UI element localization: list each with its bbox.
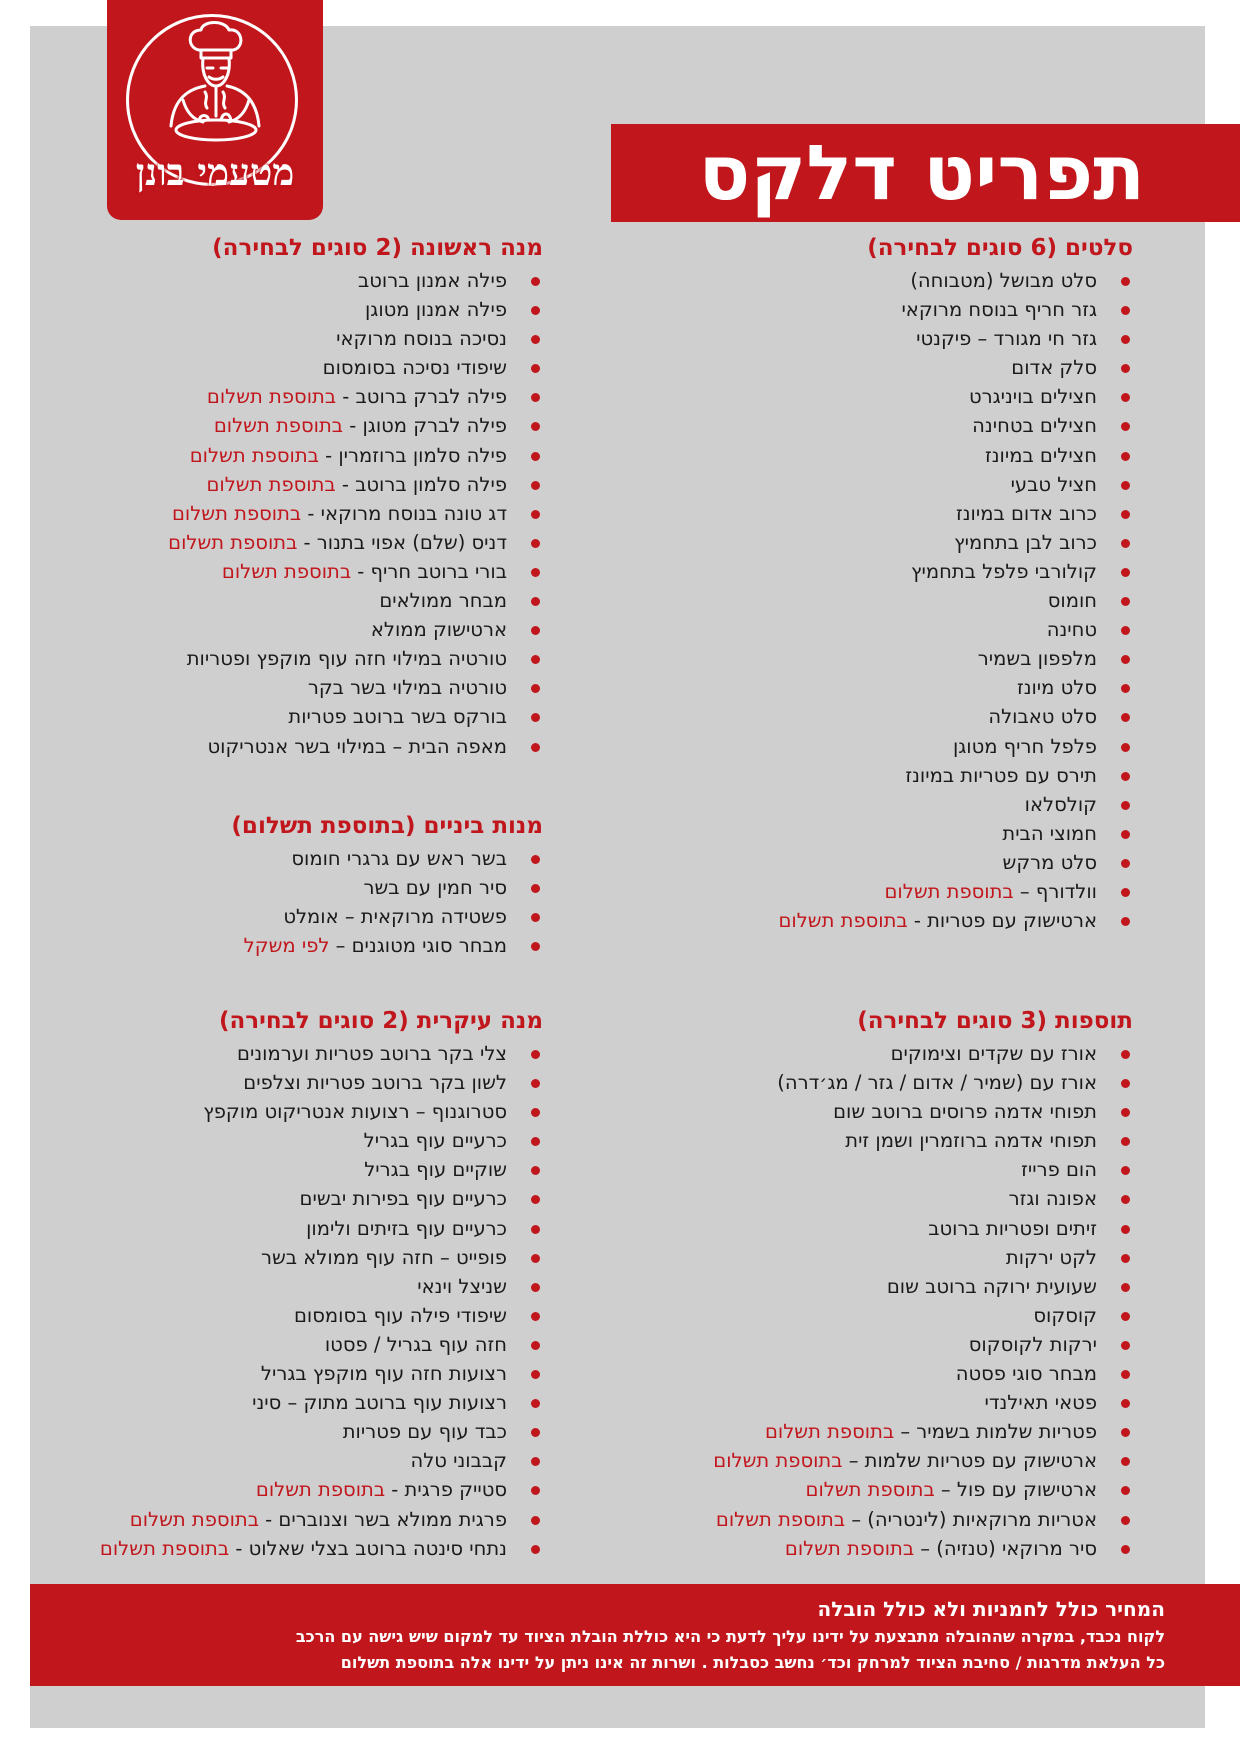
- menu-item-name: הום פרייז: [1021, 1158, 1097, 1182]
- menu-item: [713, 1534, 1133, 1563]
- menu-item: [100, 1126, 543, 1155]
- menu-item-name: חמוצי הבית: [1002, 821, 1097, 845]
- menu-item: [778, 877, 1133, 906]
- menu-item: [168, 615, 543, 644]
- menu-item-name: פילה סלמון ברוטב -: [335, 472, 507, 496]
- menu-item: [713, 1068, 1133, 1097]
- menu-item-name: מלפפון בשמיר: [977, 647, 1097, 671]
- menu-item-surcharge: בתוספת תשלום: [189, 443, 319, 467]
- menu-item: [168, 702, 543, 731]
- menu-item-name: זיתים ופטריות ברוטב: [928, 1216, 1097, 1240]
- menu-item-name: כבד עוף עם פטריות: [342, 1420, 507, 1444]
- menu-item: [100, 1534, 543, 1563]
- menu-item-surcharge: בתוספת תשלום: [784, 1536, 915, 1560]
- footer-line: כל העלאת מדרגות / סחיבת הציוד למרחק וכד׳ נחשב כסבלות . ושרות זה אינו ניתן על ידינו אלה בתוספת תשלום: [340, 1653, 1165, 1672]
- menu-item: [100, 1505, 543, 1534]
- menu-item-name: כרוב אדום במיונז: [956, 501, 1097, 525]
- menu-item-name: פילה סלמון ברוזמרין -: [318, 443, 507, 467]
- menu-item-name: לקט ירקות: [1005, 1245, 1097, 1269]
- menu-item: [778, 702, 1133, 731]
- menu-item-surcharge: בתוספת תשלום: [778, 909, 908, 933]
- menu-item: [168, 470, 543, 499]
- menu-item-name: פילה אמנון ברוטב: [358, 269, 507, 292]
- menu-item-name: חצילים בויניגרט: [968, 385, 1097, 409]
- menu-item: [778, 615, 1133, 644]
- menu-item: [713, 1388, 1133, 1417]
- menu-item: [168, 295, 543, 324]
- page-title: תפריט דלקס: [611, 124, 1240, 222]
- footer-title: המחיר כולל לחמניות ולא כולל הובלה: [817, 1597, 1165, 1621]
- logo: [107, 0, 323, 220]
- menu-item-surcharge: בתוספת תשלום: [805, 1478, 935, 1502]
- menu-item-name: וולדורף –: [1013, 879, 1097, 903]
- salads-section: [778, 234, 1133, 935]
- menu-item-surcharge: בתוספת תשלום: [884, 879, 1014, 903]
- menu-item-name: שעועית ירוקה ברוטב שום: [886, 1274, 1097, 1298]
- menu-item-name: כרעיים עוף בפירות יבשים: [299, 1187, 507, 1211]
- menu-item: [168, 499, 543, 528]
- menu-item: [778, 528, 1133, 557]
- section-title: תוספות (3 סוגים לבחירה): [857, 1008, 1133, 1034]
- menu-item: [168, 441, 543, 470]
- menu-item-name: פופייט – חזה עוף ממולא בשר: [260, 1245, 507, 1269]
- menu-item: [713, 1475, 1133, 1504]
- menu-item-surcharge: בתוספת תשלום: [206, 385, 337, 409]
- menu-item-name: תירס עם פטריות במיונז: [905, 763, 1097, 787]
- menu-item-surcharge: בתוספת תשלום: [206, 472, 336, 496]
- menu-item-surcharge: בתוספת תשלום: [213, 414, 344, 438]
- menu-item-name: חצילים במיונז: [984, 443, 1097, 467]
- menu-item: [168, 353, 543, 382]
- menu-item-name: פלפל חריף מטוגן: [952, 734, 1097, 758]
- menu-item: [778, 673, 1133, 702]
- menu-item-surcharge: בתוספת תשלום: [221, 559, 352, 583]
- menu-item-surcharge: בתוספת תשלום: [764, 1420, 895, 1444]
- menu-item-name: שניצל וינאי: [417, 1274, 507, 1298]
- menu-item: [713, 1505, 1133, 1534]
- menu-item-name: ארטישוק עם פטריות שלמות –: [842, 1449, 1097, 1473]
- menu-item-name: צלי בקר ברוטב פטריות וערמונים: [237, 1042, 507, 1065]
- menu-item-name: סטייק פרגית -: [385, 1478, 507, 1502]
- menu-item: [713, 1272, 1133, 1301]
- menu-item-name: פילה לברק מטוגן -: [343, 414, 507, 438]
- menu-item-name: ארטישוק ממולא: [370, 618, 507, 642]
- menu-item: [100, 1068, 543, 1097]
- menu-item-name: פשטידה מרוקאית – אומלט: [283, 905, 507, 929]
- menu-item: [100, 1388, 543, 1417]
- menu-list: [778, 266, 1133, 935]
- menu-item-name: סלט מרקש: [1002, 850, 1097, 874]
- menu-item-name: פילה אמנון מטוגן: [364, 298, 507, 322]
- menu-item: [778, 411, 1133, 440]
- menu-item: [778, 790, 1133, 819]
- menu-item-surcharge: בתוספת תשלום: [255, 1478, 386, 1502]
- chef-icon: [143, 16, 287, 156]
- menu-item: [100, 1417, 543, 1446]
- menu-item: [100, 1214, 543, 1243]
- menu-item: [778, 732, 1133, 761]
- menu-item: [100, 1243, 543, 1272]
- menu-item-name: שוקיים עוף בגריל: [364, 1158, 507, 1182]
- menu-item-name: ארטישוק עם פול –: [934, 1478, 1097, 1502]
- menu-item: [778, 266, 1133, 295]
- menu-item: [168, 324, 543, 353]
- menu-item: [778, 353, 1133, 382]
- footer-line: לקוח נכבד, במקרה שההובלה מתבצעת על ידינו עליך לדעת כי היא כוללת הובלת הציוד עד למקום שיש גישה עם הרכב: [295, 1627, 1165, 1646]
- section-title: מנה עיקרית (2 סוגים לבחירה): [218, 1008, 543, 1034]
- menu-item: [713, 1330, 1133, 1359]
- menu-item-name: קולורבי פלפל בתחמיץ: [910, 559, 1097, 583]
- mains-section: [100, 1007, 543, 1563]
- menu-item-name: בורקס בשר ברוטב פטריות: [288, 705, 507, 729]
- menu-item: [168, 673, 543, 702]
- menu-item-name: שיפודי פילה עוף בסומסום: [293, 1303, 507, 1327]
- menu-item: [778, 295, 1133, 324]
- menu-item-name: רצועות עוף ברוטב מתוק – סיני: [252, 1391, 507, 1415]
- menu-item: [100, 1155, 543, 1184]
- menu-item-name: מבחר סוגי מטוגנים –: [329, 934, 507, 958]
- menu-item: [100, 1359, 543, 1388]
- menu-item: [778, 906, 1133, 935]
- menu-item-name: חציל טבעי: [1010, 472, 1097, 496]
- menu-item: [778, 819, 1133, 848]
- menu-item-surcharge: בתוספת תשלום: [713, 1449, 843, 1473]
- menu-list: [713, 1039, 1133, 1563]
- menu-item: [168, 586, 543, 615]
- menu-item-name: סיר מרוקאי (טנזיה) –: [914, 1536, 1097, 1560]
- menu-item-name: גזר חי מגורד – פיקנטי: [916, 327, 1097, 351]
- menu-item: [713, 1214, 1133, 1243]
- menu-item: [100, 1446, 543, 1475]
- menu-item: [778, 848, 1133, 877]
- menu-item: [778, 586, 1133, 615]
- menu-item-name: קבבוני טלה: [410, 1449, 507, 1473]
- menu-item-surcharge: בתוספת תשלום: [168, 530, 298, 554]
- menu-item-name: סיר חמין עם בשר: [363, 876, 507, 900]
- menu-item-name: חזה עוף בגריל / פסטו: [324, 1332, 507, 1356]
- menu-list: [168, 266, 543, 761]
- menu-item-name: פטאי תאילנדי: [984, 1391, 1097, 1415]
- section-title: סלטים (6 סוגים לבחירה): [867, 235, 1133, 261]
- menu-item: [713, 1243, 1133, 1272]
- menu-item-name: מבחר ממולאים: [379, 589, 507, 613]
- menu-item-name: נתחי סינטה ברוטב בצלי שאלוט -: [229, 1536, 507, 1560]
- menu-item: [100, 1475, 543, 1504]
- menu-item: [713, 1155, 1133, 1184]
- menu-item-name: לשון בקר ברוטב פטריות וצלפים: [243, 1071, 507, 1095]
- menu-list: [100, 1039, 543, 1563]
- menu-item-name: סלט מבושל (מטבוחה): [910, 269, 1097, 292]
- menu-item: [713, 1097, 1133, 1126]
- menu-item-name: אטריות מרוקאיות (לינטריה) –: [845, 1507, 1097, 1531]
- menu-item-name: אפונה וגזר: [1008, 1187, 1097, 1211]
- menu-item: [778, 470, 1133, 499]
- menu-item-name: רצועות חזה עוף מוקפץ בגריל: [260, 1362, 507, 1386]
- menu-item-name: פילה לברק ברוטב -: [336, 385, 507, 409]
- menu-item-surcharge: בתוספת תשלום: [171, 501, 302, 525]
- menu-item: [231, 902, 543, 931]
- menu-item-name: מאפה הבית – במילוי בשר אנטריקוט: [207, 734, 507, 758]
- menu-item-name: טורטיה במילוי חזה עוף מוקפץ ופטריות: [186, 647, 507, 671]
- menu-item: [713, 1359, 1133, 1388]
- menu-item: [168, 528, 543, 557]
- menu-item-name: טחינה: [1046, 618, 1097, 642]
- menu-item-name: בורי ברוטב חריף -: [351, 559, 507, 583]
- menu-item: [778, 382, 1133, 411]
- menu-item-name: טורטיה במילוי בשר בקר: [307, 676, 507, 700]
- starters-section: [168, 234, 543, 761]
- menu-item-name: ארטישוק עם פטריות -: [907, 909, 1097, 933]
- menu-item: [100, 1097, 543, 1126]
- menu-item-name: אורז עם (שמיר / אדום / גזר / מג׳דרה): [777, 1071, 1097, 1095]
- menu-item: [100, 1184, 543, 1213]
- menu-item: [168, 411, 543, 440]
- menu-item-name: קוסקוס: [1033, 1303, 1097, 1327]
- menu-item-name: חצילים בטחינה: [972, 414, 1097, 438]
- menu-item: [713, 1417, 1133, 1446]
- menu-item: [778, 557, 1133, 586]
- menu-list: [231, 844, 543, 960]
- intermediate-section: [231, 812, 543, 960]
- menu-item-name: סלט טאבולה: [988, 705, 1097, 729]
- menu-item: [168, 266, 543, 295]
- menu-item: [713, 1039, 1133, 1068]
- section-title: מנות ביניים (בתוספת תשלום): [231, 813, 543, 839]
- menu-item: [778, 441, 1133, 470]
- menu-item: [100, 1330, 543, 1359]
- menu-item: [168, 732, 543, 761]
- menu-item-name: סלט מיונז: [1016, 676, 1097, 700]
- menu-item-name: כרעיים עוף בזיתים ולימון: [306, 1216, 507, 1240]
- menu-item-surcharge: בתוספת תשלום: [99, 1536, 230, 1560]
- logo-name: מטעמי בונן: [135, 150, 295, 194]
- menu-item: [100, 1039, 543, 1068]
- sides-section: [713, 1007, 1133, 1563]
- menu-item-name: שיפודי נסיכה בסומסום: [322, 356, 507, 380]
- menu-item-name: חומוס: [1047, 589, 1097, 613]
- menu-item-surcharge: לפי משקל: [243, 934, 330, 958]
- menu-item-name: נסיכה בנוסח מרוקאי: [336, 327, 507, 351]
- menu-item-name: בשר ראש עם גרגרי חומוס: [291, 847, 507, 870]
- menu-item-surcharge: בתוספת תשלום: [715, 1507, 846, 1531]
- menu-item-name: גזר חריף בנוסח מרוקאי: [901, 298, 1097, 322]
- menu-item: [100, 1272, 543, 1301]
- menu-item: [713, 1184, 1133, 1213]
- menu-item-name: כרעיים עוף בגריל: [363, 1129, 507, 1153]
- menu-item: [231, 931, 543, 960]
- menu-item-name: תפוחי אדמה ברוזמרין ושמן זית: [845, 1129, 1097, 1153]
- menu-item-name: כרוב לבן בתחמיץ: [954, 530, 1097, 554]
- menu-item: [778, 499, 1133, 528]
- menu-item-name: דניס (שלם) אפוי בתנור -: [297, 530, 507, 554]
- menu-item: [100, 1301, 543, 1330]
- menu-item: [778, 324, 1133, 353]
- menu-item: [168, 644, 543, 673]
- menu-item: [778, 644, 1133, 673]
- menu-item-name: סלק אדום: [1011, 356, 1097, 380]
- menu-item: [713, 1126, 1133, 1155]
- menu-item: [231, 844, 543, 873]
- menu-item-name: אורז עם שקדים וצימוקים: [890, 1042, 1097, 1065]
- menu-item-name: ירקות לקוסקוס: [968, 1332, 1097, 1356]
- menu-item-name: פטריות שלמות בשמיר –: [894, 1420, 1097, 1444]
- menu-item: [168, 557, 543, 586]
- menu-item: [713, 1446, 1133, 1475]
- menu-item-surcharge: בתוספת תשלום: [129, 1507, 259, 1531]
- footer: [30, 1584, 1240, 1686]
- menu-item-name: דג טונה בנוסח מרוקאי -: [301, 501, 507, 525]
- section-title: מנה ראשונה (2 סוגים לבחירה): [212, 235, 543, 261]
- menu-item: [231, 873, 543, 902]
- menu-item: [168, 382, 543, 411]
- menu-item: [713, 1301, 1133, 1330]
- menu-item-name: מבחר סוגי פסטה: [955, 1362, 1097, 1386]
- menu-item-name: פרגית ממולא בשר וצנוברים -: [258, 1507, 507, 1531]
- menu-item: [778, 761, 1133, 790]
- menu-item-name: סטרוגנוף – רצועות אנטריקוט מוקפץ: [203, 1100, 507, 1124]
- menu-item-name: קולסלאו: [1024, 792, 1097, 816]
- menu-item-name: תפוחי אדמה פרוסים ברוטב שום: [833, 1100, 1097, 1124]
